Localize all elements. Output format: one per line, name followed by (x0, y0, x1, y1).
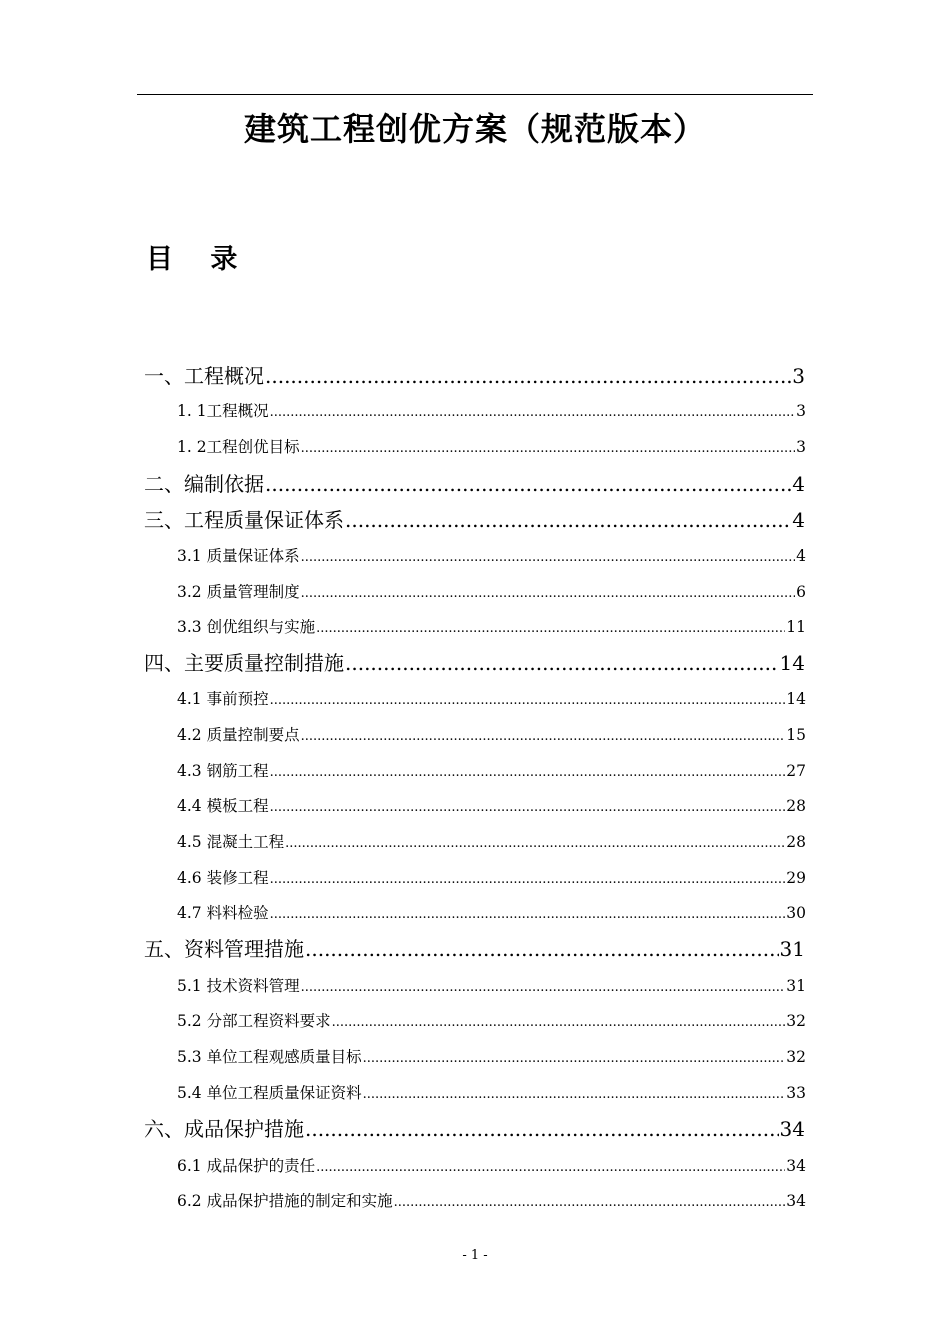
toc-entry-page: 34 (786, 1192, 806, 1210)
toc-entry[interactable] (177, 973, 806, 999)
toc-entry-label: 二、编制依据 (144, 472, 264, 496)
toc-entry[interactable] (177, 434, 806, 460)
toc-entry-label: 3.3 创优组织与实施 (177, 618, 316, 636)
toc-entry-page: 4 (792, 472, 805, 496)
toc-entry[interactable] (177, 398, 806, 424)
toc-entry[interactable] (144, 361, 805, 391)
toc-entry[interactable] (177, 1080, 806, 1106)
toc-entry-label: 一、工程概况 (144, 364, 264, 388)
toc-entry-page: 34 (786, 1157, 806, 1175)
toc-dot-leader (345, 505, 791, 535)
toc-dot-leader (270, 686, 786, 714)
toc-entry-page: 15 (786, 726, 806, 744)
toc-entry[interactable] (177, 900, 806, 926)
page-number: - 1 - (462, 1248, 488, 1263)
toc-entry-label: 4.4 模板工程 (177, 797, 269, 815)
toc-entry-page: 32 (786, 1048, 806, 1066)
toc-entry-label: 1. 2工程创优目标 (177, 438, 300, 456)
toc-entry-page: 28 (786, 833, 806, 851)
toc-entry[interactable] (177, 1008, 806, 1034)
toc-dot-leader (363, 1080, 786, 1108)
toc-heading: 目 录 (146, 244, 238, 275)
toc-entry-label: 4.5 混凝土工程 (177, 833, 285, 851)
toc-entry[interactable] (177, 793, 806, 819)
toc-entry-label: 4.6 装修工程 (177, 869, 269, 887)
toc-entry-label: 4.2 质量控制要点 (177, 726, 300, 744)
toc-entry[interactable] (144, 505, 805, 535)
toc-entry-page: 29 (786, 869, 806, 887)
toc-dot-leader (285, 829, 785, 857)
toc-entry-label: 6.2 成品保护措施的制定和实施 (177, 1192, 393, 1210)
toc-entry-page: 33 (786, 1084, 806, 1102)
toc-dot-leader (305, 1114, 779, 1144)
toc-entry-page: 3 (796, 438, 806, 456)
toc-dot-leader (265, 469, 791, 499)
toc-entry-page: 11 (786, 618, 806, 636)
toc-entry-page: 3 (792, 364, 805, 388)
toc-entry[interactable] (144, 648, 805, 678)
toc-dot-leader (301, 579, 796, 607)
toc-entry-page: 14 (779, 651, 805, 675)
toc-entry-label: 5.3 单位工程观感质量目标 (177, 1048, 362, 1066)
toc-entry[interactable] (144, 1114, 805, 1144)
toc-dot-leader (270, 900, 786, 928)
toc-dot-leader (301, 434, 796, 462)
toc-dot-leader (301, 543, 796, 571)
toc-dot-leader (270, 865, 786, 893)
toc-entry[interactable] (177, 829, 806, 855)
toc-entry-label: 四、主要质量控制措施 (144, 651, 344, 675)
toc-entry-label: 三、工程质量保证体系 (144, 508, 344, 532)
toc-entry[interactable] (177, 1153, 806, 1179)
toc-dot-leader (270, 398, 796, 426)
toc-entry[interactable] (144, 934, 805, 964)
toc-dot-leader (270, 793, 786, 821)
toc-dot-leader (265, 361, 791, 391)
toc-entry-page: 32 (786, 1012, 806, 1030)
toc-entry[interactable] (177, 579, 806, 605)
toc-dot-leader (316, 1153, 785, 1181)
toc-dot-leader (363, 1044, 786, 1072)
toc-entry-label: 5.1 技术资料管理 (177, 977, 300, 995)
toc-entry[interactable] (177, 1188, 806, 1214)
toc-entry[interactable] (144, 469, 805, 499)
toc-entry-page: 31 (786, 977, 806, 995)
toc-entry[interactable] (177, 543, 806, 569)
toc-entry[interactable] (177, 1044, 806, 1070)
document-title: 建筑工程创优方案（规范版本） (243, 110, 706, 148)
toc-entry-page: 4 (792, 508, 805, 532)
toc-entry-page: 28 (786, 797, 806, 815)
toc-entry-page: 30 (786, 904, 806, 922)
toc-entry-page: 6 (796, 583, 806, 601)
toc-entry-page: 31 (779, 937, 805, 961)
toc-dot-leader (394, 1188, 786, 1216)
toc-entry-label: 六、成品保护措施 (144, 1117, 304, 1141)
toc-entry-page: 14 (786, 690, 806, 708)
toc-entry-label: 4.3 钢筋工程 (177, 762, 269, 780)
toc-entry[interactable] (177, 865, 806, 891)
toc-entry-page: 3 (796, 402, 806, 420)
toc-entry-label: 6.1 成品保护的责任 (177, 1157, 316, 1175)
toc-dot-leader (332, 1008, 786, 1036)
toc-dot-leader (301, 973, 786, 1001)
toc-dot-leader (316, 614, 785, 642)
toc-dot-leader (270, 758, 786, 786)
toc-entry-label: 5.2 分部工程资料要求 (177, 1012, 331, 1030)
toc-entry-page: 34 (779, 1117, 805, 1141)
toc-entry-label: 五、资料管理措施 (144, 937, 304, 961)
toc-entry-label: 3.1 质量保证体系 (177, 547, 300, 565)
toc-entry-label: 5.4 单位工程质量保证资料 (177, 1084, 362, 1102)
toc-entry[interactable] (177, 722, 806, 748)
toc-entry-label: 4.7 料料检验 (177, 904, 269, 922)
toc-dot-leader (301, 722, 786, 750)
toc-entry-page: 27 (786, 762, 806, 780)
toc-dot-leader (305, 934, 779, 964)
toc-entry-label: 1. 1工程概况 (177, 402, 269, 420)
toc-entry[interactable] (177, 758, 806, 784)
toc-entry-label: 3.2 质量管理制度 (177, 583, 300, 601)
toc-entry[interactable] (177, 686, 806, 712)
toc-entry-page: 4 (796, 547, 806, 565)
toc-entry-label: 4.1 事前预控 (177, 690, 269, 708)
toc-dot-leader (345, 648, 779, 678)
toc-entry[interactable] (177, 614, 806, 640)
